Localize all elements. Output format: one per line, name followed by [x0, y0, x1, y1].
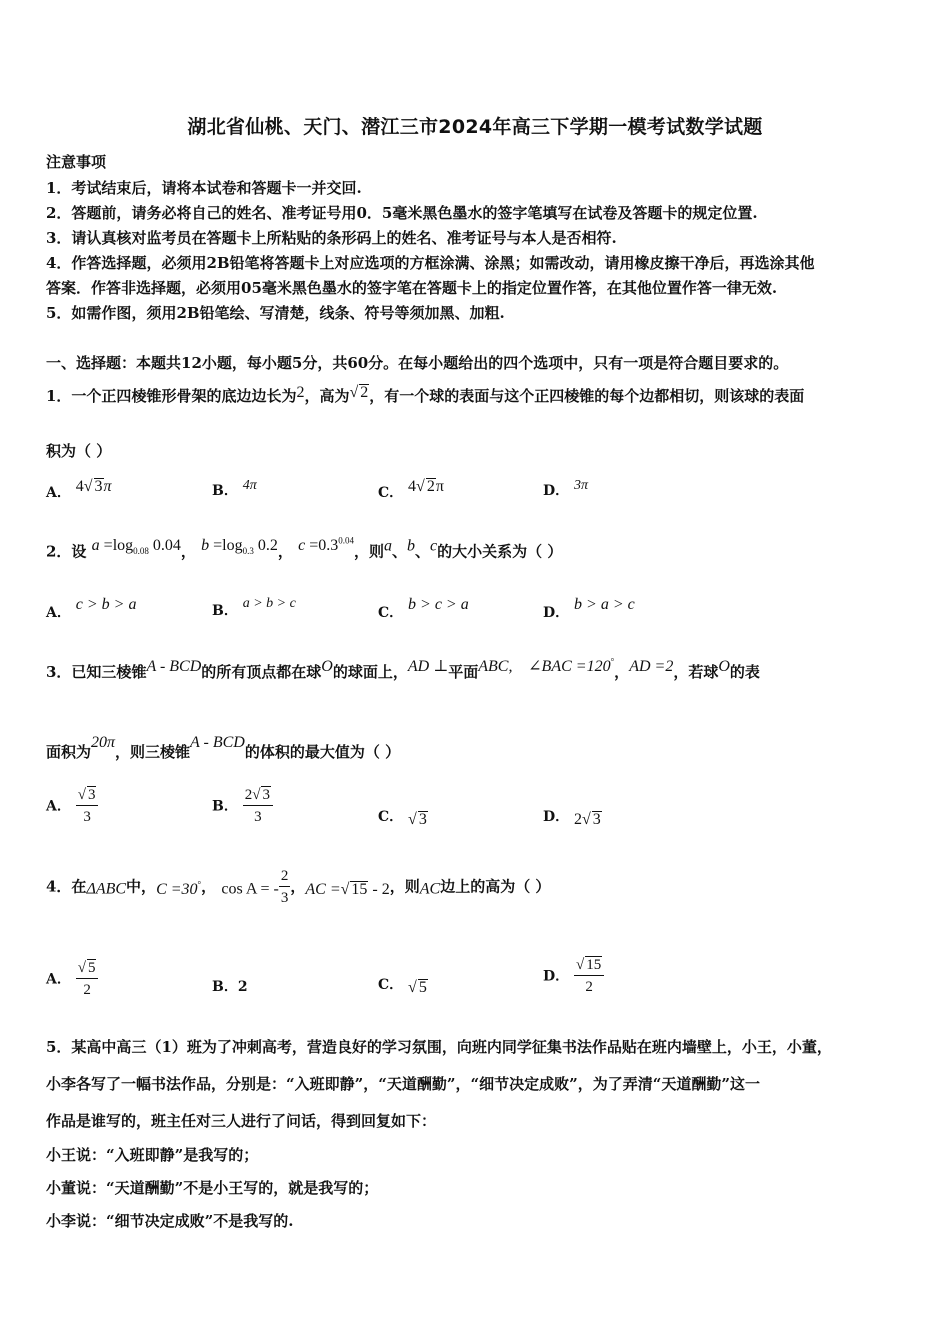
option-label: B． [212, 483, 238, 499]
degree: ° [197, 879, 202, 890]
q3-text: 的体积的最大值为（ ） [244, 743, 401, 761]
option-label: A． [46, 485, 71, 501]
denominator: 3 [254, 809, 262, 825]
q2-option-c [378, 596, 469, 622]
q1-option-d [543, 478, 588, 500]
radicand: 3 [592, 811, 601, 828]
radicand: 5 [87, 960, 96, 976]
section-heading: 一、选择题：本题共12小题，每小题5分，共60分。在每小题给出的四个选项中，只有一项是符合题目要求的。 [46, 354, 789, 372]
fraction: $\frac{√ 3}{3}$ [76, 785, 99, 828]
var-c: c [430, 537, 438, 555]
radicand: 3 [94, 478, 103, 495]
exam-title: 湖北省仙桃、天门、潜江三市2024年高三下学期一模考试数学试题 [187, 116, 763, 138]
q4-text: ，则 [389, 877, 420, 896]
q1-line-2: 积为（ ） [46, 442, 112, 460]
sep: 、 [392, 542, 408, 561]
option-label: A． [46, 605, 71, 621]
q4-math: AC = [305, 880, 341, 898]
fraction [279, 866, 291, 909]
exponent: 0.04 [338, 536, 354, 546]
q4-option-c: C． √ 5 [378, 977, 427, 996]
option-label: B． [212, 603, 238, 619]
q2-option-d [543, 596, 635, 622]
coef: 2 [574, 811, 583, 828]
radicand: 5 [418, 979, 427, 996]
q4-text: ， [290, 877, 306, 896]
coef: 2 [244, 787, 253, 803]
option-value: 3π [574, 478, 589, 493]
q2-option-b [212, 596, 296, 620]
q4-text: 4．在 [46, 877, 87, 896]
denominator: 2 [83, 982, 91, 998]
q3-text: 的表 [729, 663, 760, 681]
log-arg: 0.04 [148, 537, 181, 555]
q3-option-a [46, 785, 98, 828]
q4-text: ， [201, 877, 217, 896]
radicand: 3 [87, 787, 96, 803]
var-a: a [384, 537, 393, 555]
radicand: 15 [351, 880, 368, 898]
option-value: b > c > a [408, 596, 469, 613]
q2-text-2: ，则 [354, 542, 385, 561]
q3-text: ， [614, 663, 630, 681]
coef: 4 [408, 478, 417, 495]
q4-option-a [46, 958, 98, 1001]
q5-statement-dong: 小董说：“天道酬勤”不是小王写的，就是我写的； [46, 1179, 379, 1197]
q3-text: 平面 [448, 663, 479, 681]
option-label: B． [212, 798, 238, 815]
var-b: b [407, 537, 416, 555]
option-value: 4π [242, 478, 257, 493]
q4-cos: cos A = - [221, 880, 279, 898]
option-label: D． [543, 968, 570, 985]
fraction: $\frac{2√ 3}{3}$ [243, 785, 273, 828]
degree: ° [610, 656, 615, 667]
q2-text-1: 2．设 [46, 542, 87, 561]
q3-text: ，则三棱锥 [115, 743, 191, 761]
option-label: D． [543, 809, 570, 825]
denominator: 3 [280, 890, 289, 906]
denominator: 2 [585, 979, 593, 995]
pi: π [435, 478, 444, 495]
option-label: C． [378, 485, 404, 501]
q5-line-1: 5．某高中高三（1）班为了冲刺高考，营造良好的学习氛围，向班内同学征集书法作品贴在班内墙壁上，小王，小董， [46, 1038, 832, 1056]
q3-math: 20π [91, 734, 116, 751]
log: =log [103, 537, 134, 555]
q5-line-3: 作品是谁写的，班主任对三人进行了问话，得到回复如下： [46, 1112, 437, 1130]
radicand: 3 [262, 787, 270, 803]
q3-text: 3．已知三棱锥 [46, 663, 147, 681]
option-label: C． [378, 605, 404, 621]
q3-text: 面积为 [46, 743, 92, 761]
q3-angle: ∠BAC =120 [528, 658, 611, 675]
q4-text: 中， [126, 877, 157, 896]
q4-math: ΔABC [86, 880, 127, 898]
notice-item-4: 4．作答选择题，必须用2B铅笔将答题卡上对应选项的方框涂满、涂黑；如需改动，请用橡皮擦干净后，再选涂其他 [46, 254, 815, 272]
q3-math: A - BCD [146, 658, 202, 675]
question-2 [46, 536, 562, 561]
log-base: 0.08 [133, 546, 149, 557]
q4-option-d [543, 955, 604, 998]
q2-option-a [46, 596, 136, 622]
q5-statement-li: 小李说：“细节决定成败”不是我写的. [46, 1212, 294, 1230]
var-b: b [201, 537, 210, 555]
q1-text-1: 1．一个正四棱锥形骨架的底边边长为 [46, 387, 297, 405]
q3-text: 的所有顶点都在球 [201, 663, 322, 681]
denominator: 3 [83, 809, 91, 825]
q2-text-3: 的大小关系为（ ） [437, 542, 563, 561]
power: =0.3 [309, 537, 339, 555]
fraction: $\frac{√ 15}{2}$ [574, 955, 604, 998]
notice-item-5: 5．如需作图，须用2B铅笔绘、写清楚，线条、符号等须加黑、加粗. [46, 304, 505, 322]
q3-math: AD ⊥ [407, 658, 449, 675]
q4-option-b: B．2 [212, 979, 248, 995]
radicand: 3 [418, 811, 427, 828]
q1-text-2: ，高为 [304, 387, 350, 405]
option-label: C． [378, 809, 404, 825]
q3-math: O [718, 658, 730, 675]
question-3 [46, 656, 760, 682]
option-label: D． [543, 605, 570, 621]
notice-heading: 注意事项 [46, 153, 107, 171]
q3-math: A - BCD [190, 734, 245, 751]
q1-text-3: ，有一个球的表面与这个正四棱锥的每个边都相切，则该球的表面 [369, 387, 805, 405]
q3-math: AD =2 [629, 658, 674, 675]
option-label: C． [378, 977, 404, 993]
notice-item-2: 2．答题前，请务必将自己的姓名、准考证号用0．5毫米黑色墨水的签字笔填写在试卷及答题卡的规定位置. [46, 204, 758, 222]
option-label: A． [46, 971, 71, 988]
notice-item-3: 3．请认真核对监考员在答题卡上所粘贴的条形码上的姓名、准考证号与本人是否相符. [46, 229, 617, 247]
comma: ， [180, 542, 196, 561]
option-value: a > b > c [242, 596, 296, 611]
notice-item-4-cont: 答案．作答非选择题，必须用05毫米黑色墨水的签字笔在答题卡上的指定位置作答，在其他位置作答一律无效. [46, 279, 778, 297]
option-label: A． [46, 798, 71, 815]
option-value: c > b > a [75, 596, 137, 613]
var-c: c [298, 537, 306, 555]
q1-radicand: 2 [360, 384, 369, 401]
fraction: $\frac{√ 5}{2}$ [76, 958, 99, 1001]
var-a: a [91, 537, 100, 555]
q4-math: - 2 [368, 880, 390, 898]
q3-text: ，若球 [673, 663, 719, 681]
q1-option-a: A． 4√ 3π [46, 478, 112, 501]
question-4: 4．在ΔABC中，C =30°， cos A = - $\frac{2}{3}$ ，AC =√ 15 - 2，则AC边上的高为（ ） [46, 866, 550, 909]
log: =log [213, 537, 243, 555]
q3-option-d: D． 2√ 3 [543, 809, 601, 828]
log-arg: 0.2 [253, 537, 278, 555]
q3-option-c: C． √ 3 [378, 809, 427, 828]
radicand: 15 [586, 957, 602, 973]
q5-statement-wang: 小王说：“入班即静”是我写的； [46, 1146, 259, 1164]
q3-math: O [321, 658, 333, 675]
q1-option-c: C． 4√ 2π [378, 478, 444, 501]
radicand: 2 [426, 478, 435, 495]
option-label: D． [543, 483, 570, 499]
q4-angle: C =30 [156, 880, 198, 898]
question-1: 1．一个正四棱锥形骨架的底边边长为2，高为√ 2，有一个球的表面与这个正四棱锥的每个边都相切，则该球的表面 [46, 384, 805, 405]
log-base: 0.3 [242, 546, 254, 557]
option-value: b > a > c [574, 596, 635, 613]
q1-option-b [212, 478, 257, 500]
q3-line-2 [46, 734, 400, 762]
q4-math: AC [419, 880, 441, 898]
q1-value-2: 2 [296, 384, 305, 401]
numerator: 2 [279, 866, 291, 887]
comma: ， [277, 542, 293, 561]
notice-item-1: 1．考试结束后，请将本试卷和答题卡一并交回. [46, 179, 362, 197]
coef: 4 [75, 478, 84, 495]
pi: π [103, 478, 112, 495]
q3-text: 的球面上， [332, 663, 408, 681]
q3-option-b [212, 785, 273, 828]
q5-line-2: 小李各写了一幅书法作品，分别是：“入班即静”，“天道酬勤”，“细节决定成败”，为了弄清“天道酬勤”这一 [46, 1075, 761, 1093]
q4-text: 边上的高为（ ） [440, 877, 551, 896]
q3-math: ABC, [478, 658, 513, 675]
sep: 、 [415, 542, 431, 561]
